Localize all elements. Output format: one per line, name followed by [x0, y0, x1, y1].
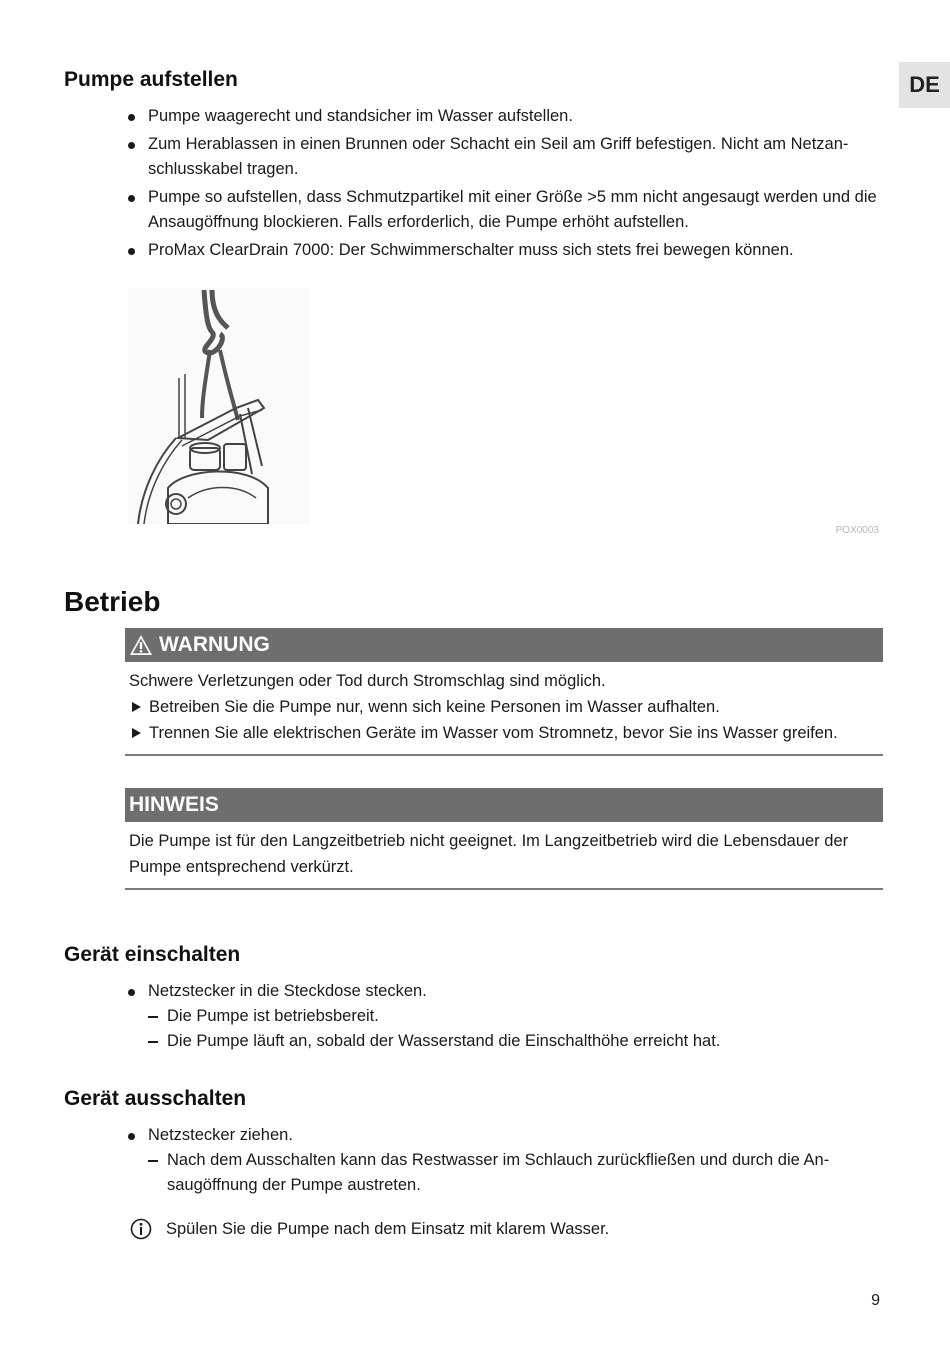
info-note — [130, 1218, 609, 1240]
language-tab: DE — [899, 62, 950, 108]
result-item: Die Pumpe ist betriebsbereit. — [148, 1004, 883, 1029]
warning-header — [125, 628, 883, 662]
list-item-text: Netzstecker ziehen. — [148, 1126, 293, 1144]
list-item: ProMax ClearDrain 7000: Der Schwimmerschalter muss sich stets frei bewegen können. — [128, 238, 883, 263]
section-title-ausschalten: Gerät ausschalten — [64, 1087, 247, 1110]
list-item — [128, 1123, 883, 1198]
warning-text: Schwere Verletzungen oder Tod durch Stromschlag sind möglich. — [129, 672, 606, 690]
warning-triangle-icon — [129, 634, 153, 656]
warning-title: WARNUNG — [159, 633, 270, 656]
warning-box — [125, 628, 883, 756]
result-item: Nach dem Ausschalten kann das Restwasser im Schlauch zurückfließen und durch die Ansaugöffnung der Pumpe austreten. — [148, 1148, 883, 1198]
list-item: Pumpe waagerecht und standsicher im Wasser aufstellen. — [128, 104, 883, 129]
info-icon — [130, 1218, 152, 1240]
notice-text: Die Pumpe ist für den Langzeitbetrieb nicht geeignet. Im Langzeitbetrieb wird die Lebensdauer der Pumpe entsprechend verkürzt. — [129, 832, 849, 876]
aufstellen-list — [128, 104, 883, 266]
list-item: Zum Herablassen in einen Brunnen oder Schacht ein Seil am Griff befestigen. Nicht am Netzanschlusskabel tragen. — [128, 132, 883, 182]
figure-id: POX0003 — [835, 525, 879, 536]
section-title-aufstellen: Pumpe aufstellen — [64, 68, 238, 91]
warning-step: Betreiben Sie die Pumpe nur, wenn sich keine Personen im Wasser aufhalten. — [129, 694, 879, 720]
notice-box — [125, 788, 883, 890]
chapter-title-betrieb: Betrieb — [64, 586, 161, 617]
result-list — [148, 1148, 883, 1198]
list-item: Pumpe so aufstellen, dass Schmutzpartikel mit einer Größe >5 mm nicht angesaugt werden und die Ansaugöffnung blockieren. Falls erforderlich, die Pumpe erhöht aufstellen. — [128, 185, 883, 235]
info-text: Spülen Sie die Pumpe nach dem Einsatz mit klarem Wasser. — [166, 1219, 610, 1238]
list-item-text: Netzstecker in die Steckdose stecken. — [148, 982, 427, 1000]
notice-header — [125, 788, 883, 822]
page-number: 9 — [871, 1292, 880, 1309]
section-title-einschalten: Gerät einschalten — [64, 943, 241, 966]
list-item — [128, 979, 883, 1054]
einschalten-list — [128, 979, 883, 1057]
warning-step: Trennen Sie alle elektrischen Geräte im Wasser vom Stromnetz, bevor Sie ins Wasser greifen. — [129, 720, 879, 746]
result-list — [148, 1004, 883, 1054]
notice-title: HINWEIS — [129, 793, 219, 816]
result-item: Die Pumpe läuft an, sobald der Wasserstand die Einschalthöhe erreicht hat. — [148, 1029, 883, 1054]
ausschalten-list — [128, 1123, 883, 1201]
pump-rope-illustration — [128, 288, 310, 524]
